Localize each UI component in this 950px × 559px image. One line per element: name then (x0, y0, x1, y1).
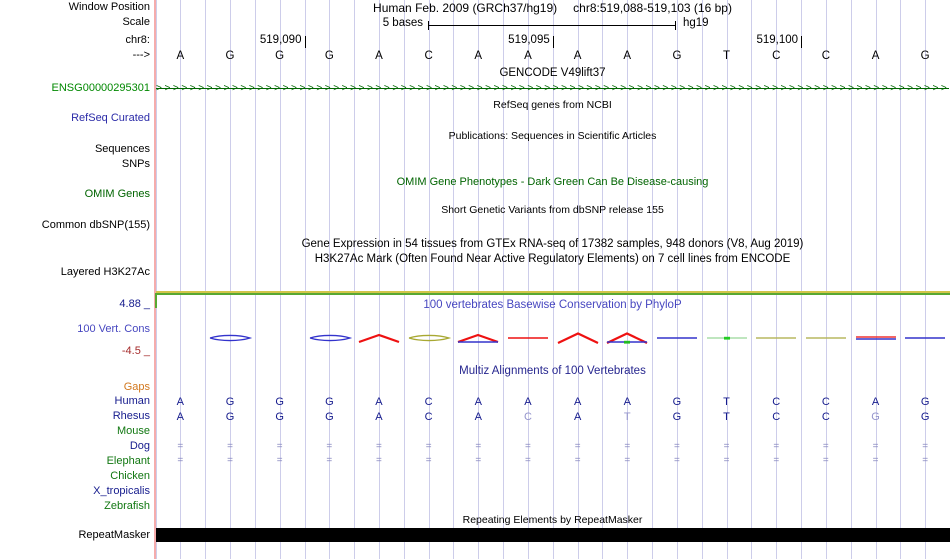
align-base-rhesus: G (275, 411, 284, 423)
align-base-rhesus: C (821, 411, 830, 423)
species-label-dog[interactable]: Dog (129, 440, 150, 452)
reference-base: T (723, 50, 731, 62)
align-base-rhesus: G (920, 411, 930, 423)
track-label-100-vert-cons[interactable]: 100 Vert. Cons (77, 323, 150, 335)
align-base-human: T (723, 396, 730, 408)
align-base-rhesus: A (176, 411, 185, 423)
align-eq-mark: = (872, 441, 879, 452)
conservation-curve (854, 330, 898, 346)
align-eq-mark: = (177, 441, 184, 452)
reference-base: C (424, 50, 433, 62)
track-title-dbsnp155[interactable]: Short Genetic Variants from dbSNP release 155 (441, 204, 664, 216)
align-eq-mark: = (624, 441, 631, 452)
align-eq-mark: = (922, 441, 929, 452)
track-label-sequences[interactable]: Sequences (94, 143, 150, 155)
gene-strand-arrows[interactable]: >>>>>>>>>>>>>>>>>>>>>>>>>>>>>>>>>>>>>>>>>>>>>>>>>>>>>>>>>>>>>>>>>>>>>>>>>>>>>>>>>>>>>>>>>>>>>> (156, 83, 949, 94)
align-eq-mark: = (723, 455, 730, 466)
species-label-x-tropicalis[interactable]: X_tropicalis (93, 485, 150, 497)
conservation-curve (556, 330, 600, 346)
track-label-omim-genes[interactable]: OMIM Genes (84, 188, 150, 200)
align-base-rhesus: G (225, 411, 235, 423)
ruler-tick (801, 36, 802, 48)
ruler-tick (553, 36, 554, 48)
align-eq-mark: = (872, 455, 879, 466)
track-label-snps[interactable]: SNPs (121, 158, 150, 170)
align-eq-mark: = (276, 441, 283, 452)
reference-base: A (524, 50, 532, 62)
species-label-human[interactable]: Human (114, 395, 150, 407)
reference-base: A (375, 50, 383, 62)
track-label-refseq-curated[interactable]: RefSeq Curated (71, 112, 150, 124)
species-label-rhesus[interactable]: Rhesus (112, 410, 150, 422)
align-eq-mark: = (574, 455, 581, 466)
align-base-human: G (325, 396, 334, 408)
track-title-publications[interactable]: Publications: Sequences in Scientific Articles (448, 130, 657, 142)
track-label-4-88: 4.88 _ (119, 298, 150, 310)
align-eq-mark: = (376, 441, 382, 452)
reference-base: G (920, 50, 930, 62)
align-base-human: A (474, 396, 482, 408)
align-base-human: A (375, 396, 383, 408)
align-eq-mark: = (922, 455, 929, 466)
reference-base: G (225, 50, 235, 62)
assembly-name: Human Feb. 2009 (GRCh37/hg19) (373, 1, 558, 15)
align-eq-mark: = (822, 455, 829, 466)
track-title-refseq-ncbi[interactable]: RefSeq genes from NCBI (493, 99, 612, 111)
align-base-human: A (623, 396, 631, 408)
track-label-scale: Scale (122, 16, 150, 28)
track-title-repeat-title[interactable]: Repeating Elements by RepeatMasker (462, 514, 643, 526)
reference-base: C (821, 50, 830, 62)
track-title-omim-phenotypes[interactable]: OMIM Gene Phenotypes - Dark Green Can Be Disease-causing (396, 176, 709, 188)
window-position-header (155, 2, 950, 15)
align-eq-mark: = (326, 455, 333, 466)
conservation-curve (308, 330, 352, 346)
conservation-curve (605, 330, 649, 346)
align-eq-mark: = (425, 441, 432, 452)
reference-base: A (573, 50, 582, 62)
align-eq-mark: = (773, 441, 780, 452)
track-label-: ---> (132, 49, 150, 61)
track-label-ensg00000295301[interactable]: ENSG00000295301 (51, 82, 150, 94)
scale-bar-right-tick (675, 21, 676, 30)
reference-base: C (772, 50, 781, 62)
species-label-gaps[interactable]: Gaps (123, 381, 150, 393)
conservation-curve (804, 330, 848, 346)
track-label-layered-h3k27ac[interactable]: Layered H3K27Ac (60, 266, 150, 278)
ruler-number-519-100: 519,100 (756, 34, 799, 46)
conservation-curve (357, 330, 401, 346)
conservation-curve (655, 330, 699, 346)
align-eq-mark: = (525, 455, 531, 466)
species-label-mouse[interactable]: Mouse (116, 425, 150, 437)
scale-bar-left-tick (428, 21, 429, 30)
align-base-human: A (871, 396, 880, 408)
align-base-human: A (573, 396, 582, 408)
repeatmasker-element-bar[interactable] (156, 528, 950, 542)
track-label-chr8: chr8: (125, 34, 150, 46)
ruler-number-519-090: 519,090 (259, 34, 302, 46)
align-eq-mark: = (822, 441, 829, 452)
align-base-rhesus: G (871, 411, 880, 423)
track-title-multiz[interactable]: Multiz Alignments of 100 Vertebrates (459, 365, 646, 377)
track-label-repeatmasker[interactable]: RepeatMasker (78, 529, 150, 541)
align-eq-mark: = (227, 441, 233, 452)
align-eq-mark: = (525, 441, 531, 452)
align-base-rhesus: C (424, 411, 433, 423)
species-label-elephant[interactable]: Elephant (106, 455, 150, 467)
species-label-chicken[interactable]: Chicken (110, 470, 150, 482)
track-label-4-5: -4.5 _ (121, 345, 150, 357)
align-base-human: A (524, 396, 532, 408)
reference-base: A (176, 50, 185, 62)
align-eq-mark: = (475, 455, 482, 466)
conservation-curve (705, 330, 749, 346)
align-eq-mark: = (376, 455, 382, 466)
ruler-tick (305, 36, 306, 48)
reference-base: G (324, 50, 334, 62)
align-eq-mark: = (177, 455, 184, 466)
scale-bar (428, 25, 675, 26)
scale-value: 5 bases (382, 17, 423, 29)
track-label-common-dbsnp-155[interactable]: Common dbSNP(155) (41, 219, 150, 231)
track-title-h3k27ac-desc[interactable]: H3K27Ac Mark (Often Found Near Active Regulatory Elements) on 7 cell lines from ENCODE (314, 253, 791, 265)
reference-base: A (623, 50, 632, 62)
conservation-curve (456, 330, 500, 346)
conservation-curve (506, 330, 550, 346)
align-base-rhesus: T (723, 411, 730, 423)
conservation-curve (208, 330, 252, 346)
align-base-rhesus: G (672, 411, 682, 423)
reference-base: G (275, 50, 285, 62)
align-base-rhesus: A (573, 411, 582, 423)
conservation-curve (754, 330, 798, 346)
align-base-human: C (821, 396, 830, 408)
align-eq-mark: = (624, 455, 631, 466)
align-base-human: G (920, 396, 930, 408)
track-title-phylop[interactable]: 100 vertebrates Basewise Conservation by PhyloP (423, 299, 682, 311)
align-eq-mark: = (723, 441, 730, 452)
h3k27ac-signal-line-green[interactable] (156, 293, 950, 295)
align-base-rhesus: C (523, 411, 532, 423)
align-eq-mark: = (326, 441, 333, 452)
align-base-human: A (176, 396, 185, 408)
reference-base: G (672, 50, 682, 62)
track-label-window-position: Window Position (68, 1, 150, 13)
track-title-gencode[interactable]: GENCODE V49lift37 (499, 67, 606, 79)
align-base-rhesus: A (474, 411, 482, 423)
align-eq-mark: = (475, 441, 482, 452)
genome-version: hg19 (683, 17, 709, 29)
align-eq-mark: = (276, 455, 283, 466)
align-eq-mark: = (674, 441, 680, 452)
region-position: chr8:519,088-519,103 (16 bp) (573, 1, 732, 15)
align-base-rhesus: A (375, 411, 383, 423)
reference-base: A (871, 50, 880, 62)
species-label-zebrafish[interactable]: Zebrafish (104, 500, 150, 512)
align-eq-mark: = (227, 455, 233, 466)
align-base-rhesus: T (623, 411, 631, 423)
align-eq-mark: = (773, 455, 780, 466)
align-base-human: C (424, 396, 433, 408)
align-base-human: G (672, 396, 682, 408)
align-eq-mark: = (574, 441, 581, 452)
align-eq-mark: = (425, 455, 432, 466)
align-base-human: C (772, 396, 781, 408)
align-base-rhesus: C (772, 411, 781, 423)
wiggle-left-edge-tick (155, 293, 157, 308)
align-base-rhesus: G (325, 411, 334, 423)
reference-base: A (474, 50, 483, 62)
conservation-curve (407, 330, 451, 346)
track-title-gtex[interactable]: Gene Expression in 54 tissues from GTEx RNA-seq of 17382 samples, 948 donors (V8, Aug 2019) (301, 238, 804, 250)
align-base-human: G (275, 396, 284, 408)
align-eq-mark: = (674, 455, 680, 466)
align-base-human: G (225, 396, 235, 408)
ruler-number-519-095: 519,095 (508, 34, 550, 46)
conservation-curve (903, 330, 947, 346)
